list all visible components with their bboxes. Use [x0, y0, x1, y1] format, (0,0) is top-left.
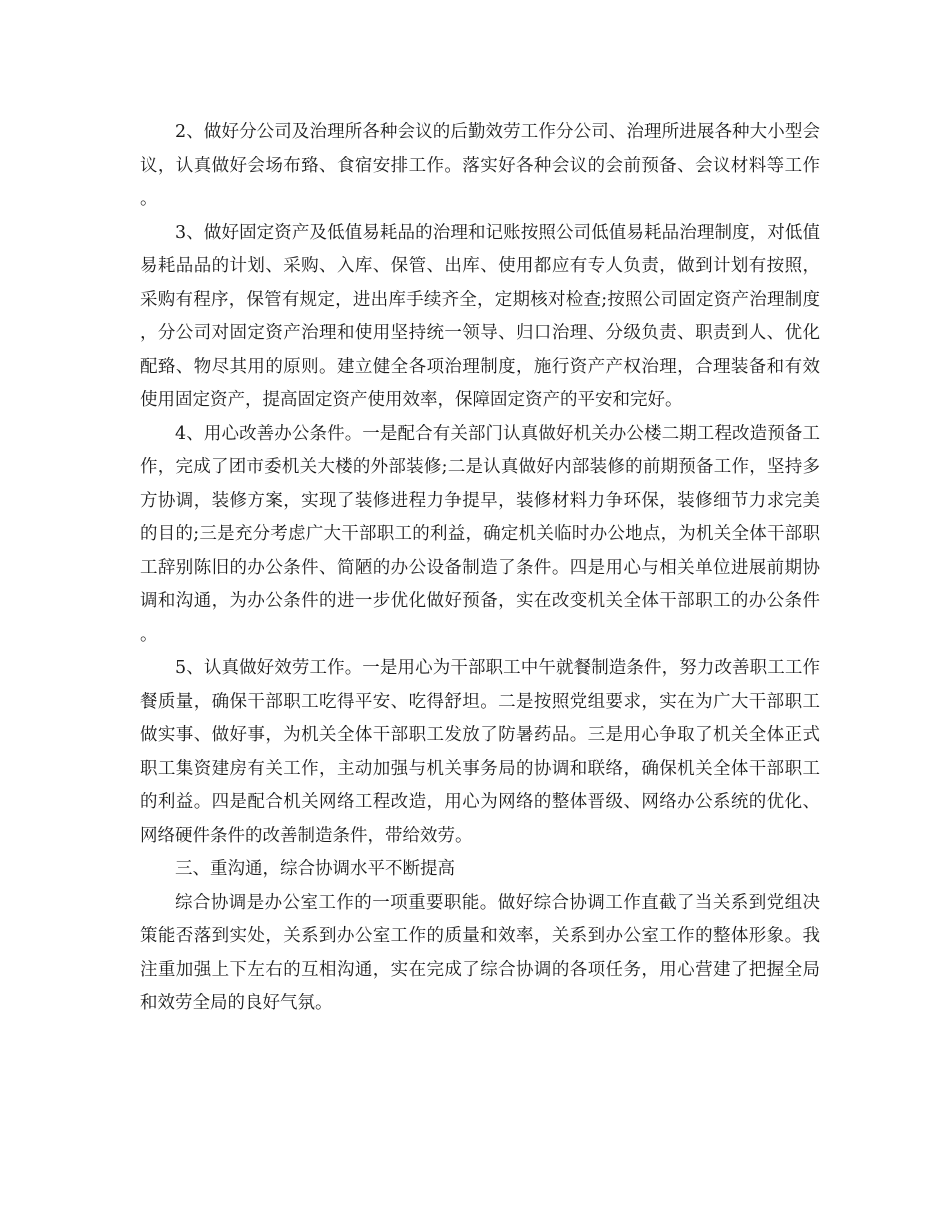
paragraph-item-2: 2、做好分公司及治理所各种会议的后勤效劳工作分公司、治理所进展各种大小型会议，认真做好会场布臵、食宿安排工作。落实好各种会议的会前预备、会议材料等工作。 [140, 122, 820, 209]
section-heading-3: 三、重沟通，综合协调水平不断提高 [175, 859, 455, 879]
paragraph-item-4: 4、用心改善办公条件。一是配合有关部门认真做好机关办公楼二期工程改造预备工作，完成了团市委机关大楼的外部装修;二是认真做好内部装修的前期预备工作，坚持多方协调，装修方案，实现了装修进程力争提早，装修材料力争环保，装修细节力求完美的目的;三是充分考虑广大干部职工的利益，确定机关临时办公地点，为机关全体干部职工辞别陈旧的办公条件、简陋的办公设备制造了条件。四是用心与相关单位进展前期协调和沟通，为办公条件的进一步优化做好预备，实在改变机关全体干部职工的办公条件。 [140, 423, 820, 645]
paragraph-item-3: 3、做好固定资产及低值易耗品的治理和记账按照公司低值易耗品治理制度，对低值易耗品品的计划、采购、入库、保管、出库、使用都应有专人负责，做到计划有按照，采购有程序，保管有规定，进出库手续齐全，定期核对检查;按照公司固定资产治理制度，分公司对固定资产治理和使用坚持统一领导、归口治理、分级负责、职责到人、优化配臵、物尽其用的原则。建立健全各项治理制度，施行资产产权治理，合理装备和有效使用固定资产，提高固定资产使用效率，保障固定资产的平安和完好。 [140, 222, 820, 410]
document-page [140, 116, 820, 1021]
paragraph-coordination: 综合协调是办公室工作的一项重要职能。做好综合协调工作直截了当关系到党组决策能否落到实处，关系到办公室工作的质量和效率，关系到办公室工作的整体形象。我注重加强上下左右的互相沟通，实在完成了综合协调的各项任务，用心营建了把握全局和效劳全局的良好气氛。 [140, 892, 820, 1013]
paragraph-item-5: 5、认真做好效劳工作。一是用心为干部职工中午就餐制造条件，努力改善职工工作餐质量，确保干部职工吃得平安、吃得舒坦。二是按照党组要求，实在为广大干部职工做实事、做好事，为机关全体干部职工发放了防暑药品。三是用心争取了机关全体正式职工集资建房有关工作，主动加强与机关事务局的协调和联络，确保机关全体干部职工的利益。四是配合机关网络工程改造，用心为网络的整体晋级、网络办公系统的优化、网络硬件条件的改善制造条件，带给效劳。 [140, 658, 820, 846]
